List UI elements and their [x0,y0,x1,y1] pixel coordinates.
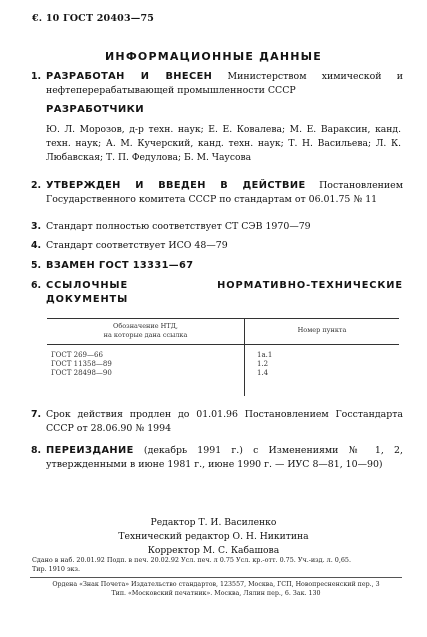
item-8 [31,444,403,472]
item-4-text: Стандарт соответствует ИСО 48—79 [46,240,228,251]
item-6-text: ССЫЛОЧНЫЕ НОРМАТИВНО-ТЕХНИЧЕСКИЕ ДОКУМЕНТЫ [46,280,403,305]
item-4 [31,239,403,253]
table-row-3-clause: 1.4 [257,369,269,377]
table-row-2-clause: 1.2 [257,360,269,368]
footer-line-2: Тип. «Московский печатник». Москва, Лялин пер., 6. Зак. 130 [111,590,321,597]
developers-list: Ю. Л. Морозов, д-р техн. наук; Е. Е. Ковалева; М. Е. Вараксин, канд. техн. наук; А. М. Кучерский, канд. техн. наук; Т. Н. Васильева; Л. К. Любавская; Т. П. Федулова; Б. М. Чаусова [46,124,401,163]
item-7 [31,408,403,436]
publisher-footer [30,580,402,598]
table-row-1-doc: ГОСТ 269—66 [51,351,103,359]
imprint-line-2: Тир. 1910 экз. [32,565,81,573]
table-header-clause: Номер пункта [297,326,347,334]
table-top-rule [47,318,399,319]
item-4-number: 4. [31,240,42,251]
item-2-number: 2. [31,180,42,191]
item-2 [31,179,403,207]
references-table [47,318,399,396]
item-8-number: 8. [31,445,42,456]
technical-editor: Технический редактор О. Н. Никитина [118,531,309,542]
item-5-text: ВЗАМЕН ГОСТ 13331—67 [46,260,194,271]
editor: Редактор Т. И. Василенко [150,517,277,528]
table-row-3-doc: ГОСТ 28498—90 [51,369,112,377]
item-6-number: 6. [31,280,42,291]
item-5 [31,259,403,273]
footer-divider [30,577,402,578]
item-3-text: Стандарт полностью соответствует СТ СЭВ 1970—79 [46,221,311,232]
imprint-line-1: Сдано в наб. 20.01.92 Подп. в печ. 20.02.92 Усл. печ. л 0.75 Усл. кр.-отт. 0.75. Уч.-изд. л. 0,65. [32,556,352,564]
item-1-lead: РАЗРАБОТАН И ВНЕСЕН [46,71,213,82]
developers-title: РАЗРАБОТЧИКИ [46,104,144,115]
item-8-text: (декабрь 1991 г.) с Изменениями № 1, 2, утвержденными в июне 1981 г., июне 1990 г. — ИУС 8—81, 10—90) [46,445,403,470]
table-row-1-clause: 1а.1 [257,351,273,359]
item-5-number: 5. [31,260,42,271]
editors-block [0,516,427,558]
item-3-number: 3. [31,221,42,232]
item-3 [31,220,403,234]
item-1-text: Министерством химической и нефтеперерабатывающей промышленности СССР [46,71,403,96]
item-6 [31,279,403,307]
item-2-lead: УТВЕРЖДЕН И ВВЕДЕН В ДЕЙСТВИЕ [46,180,306,191]
item-1-number: 1. [31,71,42,82]
page-header: €. 10 ГОСТ 20403—75 [32,13,155,24]
item-2-text: Постановлением Государственного комитета СССР по стандартам от 06.01.75 № 11 [46,180,403,205]
table-header-document: Обозначение НТД, на которые дана ссылка [103,322,188,339]
table-row-2-doc: ГОСТ 11358—89 [51,360,112,368]
item-1 [31,70,403,98]
item-7-text: Срок действия продлен до 01.01.96 Постановлением Госстандарта СССР от 28.06.90 № 1994 [46,409,403,434]
print-imprint [32,556,402,574]
item-7-number: 7. [31,409,42,420]
corrector: Корректор М. С. Кабашова [147,545,280,556]
footer-line-1: Ордена «Знак Почета» Издательство стандартов, 123557, Москва, ГСП, Новопресненский пер., 3 [52,581,380,588]
item-8-lead: ПЕРЕИЗДАНИЕ [46,445,134,456]
section-title: ИНФОРМАЦИОННЫЕ ДАННЫЕ [105,50,322,63]
table-header-rule [47,344,399,345]
